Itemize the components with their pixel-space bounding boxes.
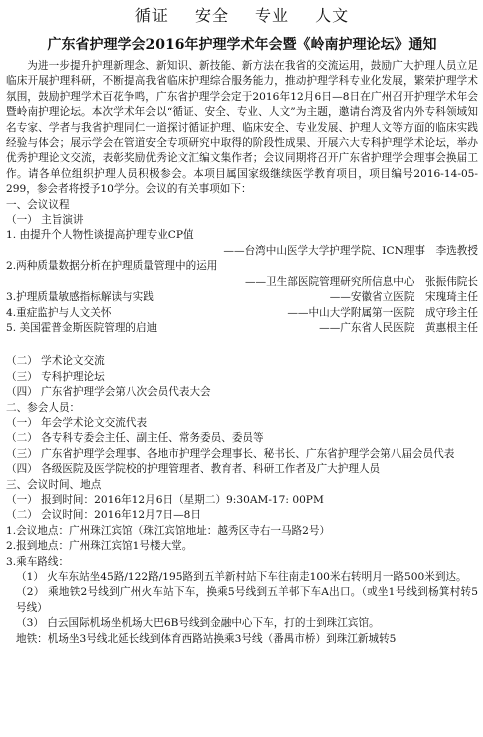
route-item: （3） 白云国际机场坐机场大巴6B号线到金融中心下车，打的士到珠江宾馆。 [16, 617, 380, 630]
document-page [6, 4, 478, 647]
time-item: （二） 会议时间：2016年12月7日—8日 [6, 509, 202, 522]
route-heading: 3.乘车路线： [6, 555, 70, 568]
motto-word: 专业 [255, 6, 290, 25]
sub-heading: （二） 学术论文交流 [6, 355, 105, 368]
attendee-item: （四） 各级医院及医学院校的护理管理者、教育者、科研工作者及广大护理人员 [6, 463, 381, 476]
motto-word: 安全 [194, 6, 229, 25]
motto [6, 6, 478, 26]
talk-speaker: ——广东省人民医院 黄惠根主任 [319, 321, 478, 334]
venue-item: 1.会议地点：广州珠江宾馆（珠江宾馆地址：越秀区寺右一马路2号） [6, 524, 331, 537]
sub-heading: （四） 广东省护理学会第八次会员代表大会 [6, 386, 211, 399]
attendee-item: （三） 广东省护理学会理事、各地市护理学会理事长、秘书长、广东省护理学会第八届会员代表 [6, 447, 455, 460]
section-heading: 二、参会人员： [6, 401, 81, 414]
talk-title: 5. 美国霍普金斯医院管理的启迪 [6, 321, 158, 334]
talk-speaker: ——卫生部医院管理研究所信息中心 张振伟院长 [244, 275, 478, 288]
motto-word: 循证 [134, 6, 169, 25]
talk-title: 1. 由提升个人物性谈提高护理专业CP值 [6, 229, 194, 242]
checkin-item: 2.报到地点：广州珠江宾馆1号楼大堂。 [6, 540, 193, 553]
section-heading: 三、会议时间、地点 [6, 478, 102, 491]
talk-title: 4.重症监护与人文关怀 [6, 306, 112, 319]
talk-speaker: ——安徽省立医院 宋瑰琦主任 [329, 291, 478, 304]
talk-row [6, 290, 478, 305]
spacer [6, 336, 478, 354]
section-heading: 一、会议议程 [6, 198, 70, 211]
time-item: （一） 报到时间：2016年12月6日（星期二）9:30AM-17: 00PM [6, 493, 324, 506]
talk-row [6, 306, 478, 321]
talk-title: 2.两种质量数据分析在护理质量管理中的运用 [6, 260, 218, 273]
notice-title: 广东省护理学会2016年护理学术年会暨《岭南护理论坛》通知 [47, 37, 437, 53]
talk-speaker: ——中山大学附属第一医院 成守珍主任 [287, 306, 478, 319]
talk-title: 3.护理质量敏感指标解读与实践 [6, 291, 154, 304]
intro-paragraph: 为进一步提升护理新理念、新知识、新技能、新方法在我省的交流运用，鼓励广大护理人员立足临床开展护理科研，不断提高我省临床护理综合服务能力，推动护理学科专业化发展，繁荣护理学术氛围，鼓励护理学术百花争鸣，广东省护理学会定于2016年12月6日—8日在广州召开护理学术年会暨岭南护理论坛。本次学术年会以“循证、安全、专业、人文”为主题，邀请台湾及省内外专科领域知名专家、学者与我省护理同仁一道探讨循证护理、临床安全、专业发展、护理人文等方面的临床实践经验与体会；展示学会在管道安全专项研究中取得的阶段性成果、开展六大专科护理学术论坛，举办优秀护理论文交流，表彰奖励优秀论文汇编文集作者；会议同期将召开广东省护理学会理事会换届工作。请各单位组织护理人员积极参会。本项目属国家级继续医学教育项目，项目编号2016-14-05-299，参会者将授予10学分。会议的有关事项如下： [6, 60, 478, 196]
talk-row [6, 321, 478, 336]
route-item: （2） 乘地铁2号线到广州火车站下车，换乘5号线到五羊邨下车A出口。（或坐1号线到杨箕村转5号线） [16, 586, 478, 614]
attendee-item: （二） 各专科专委会主任、副主任、常务委员、委员等 [6, 432, 264, 445]
route-item: 地铁：机场坐3号线北延长线到体育西路站换乘3号线（番禺市桥）到珠江新城转5 [16, 632, 397, 645]
attendee-item: （一） 年会学术论文交流代表 [6, 416, 148, 429]
motto-word: 人文 [315, 6, 350, 25]
sub-heading: （三） 专科护理论坛 [6, 370, 105, 383]
route-item: （1） 火车东站坐45路/122路/195路到五羊新村站下车往南走100米右转明月一路500米到达。 [16, 571, 467, 583]
sub-heading: （一） 主旨演讲 [6, 214, 84, 227]
talk-speaker: ——台湾中山医学大学护理学院、ICN理事 李选教授 [223, 244, 478, 257]
